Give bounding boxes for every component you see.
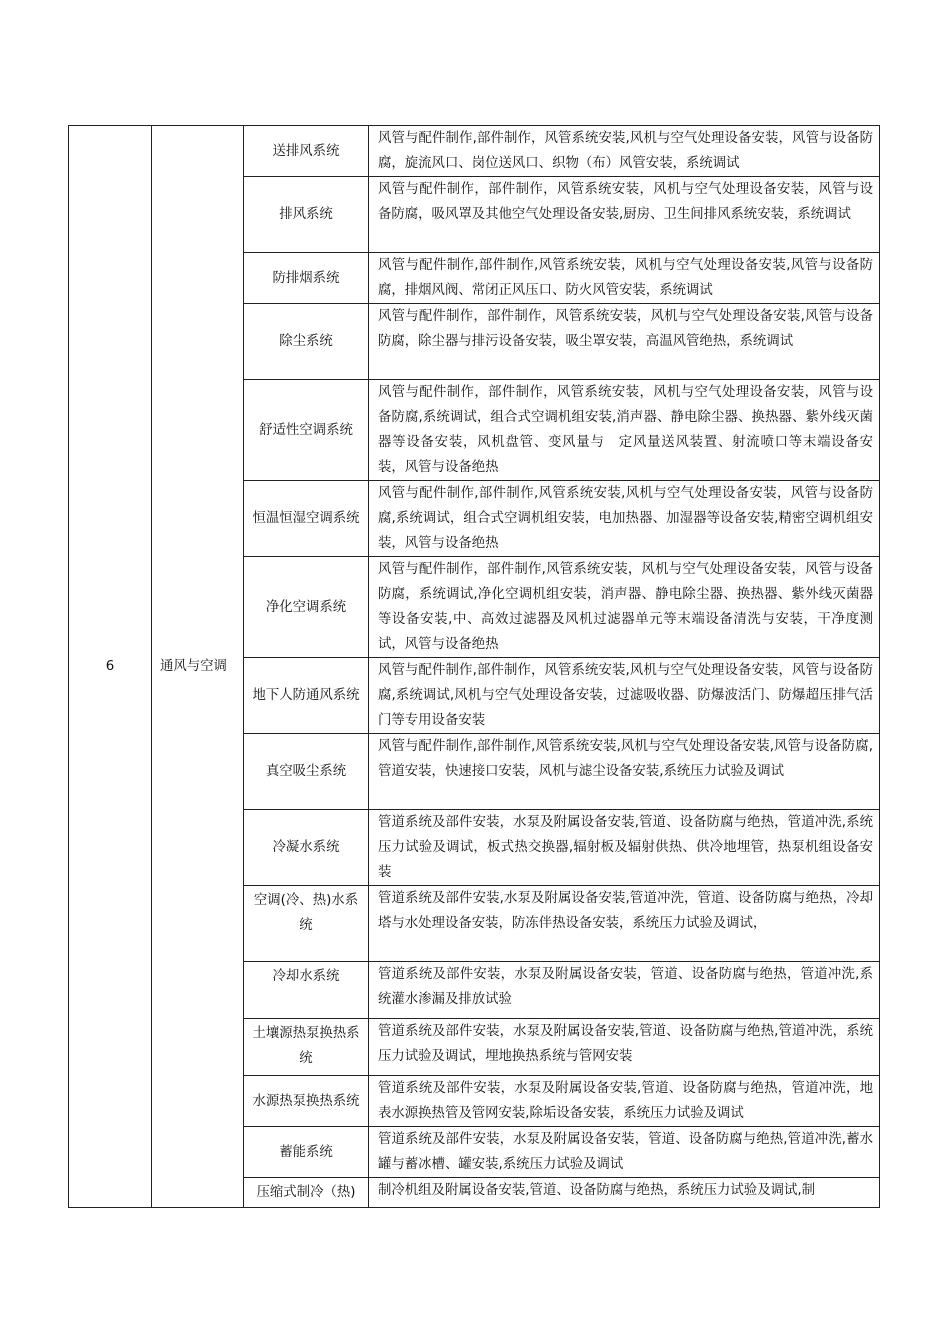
subsystem-content: 风管与配件制作，部件制作，风管系统安装，风机与空气处理设备安装，风管与设备防腐,系统调试，组合式空调机组安装,消声器、静电除尘器、换热器、紫外线灭菌器等设备安装，风机盘管、变风量与 定风量送风装置、射流喷口等末端设备安装，风管与设备绝热 (369, 380, 880, 481)
subsystem-name: 舒适性空调系统 (244, 380, 369, 481)
subsystem-name: 蓄能系统 (244, 1127, 369, 1178)
subsystem-name: 送排风系统 (244, 126, 369, 177)
table-body (69, 126, 880, 1208)
subsystem-name: 真空吸尘系统 (244, 734, 369, 810)
subsystem-content: 风管与配件制作，部件制作,风管系统安装，风机与空气处理设备安装，风管与设备防腐，系统调试,净化空调机组安装，消声器、静电除尘器、换热器、紫外线灭菌器等设备安装,中、高效过滤器及风机过滤器单元等末端设备清洗与安装，干净度测试，风管与设备绝热 (369, 557, 880, 658)
subsystem-content: 管道系统及部件安装，水泵及附属设备安装，管道、设备防腐与绝热，管道冲洗,系统灌水渗漏及排放试验 (369, 962, 880, 1019)
section-name: 通风与空调 (152, 126, 244, 1208)
subsystem-content: 风管与配件制作,部件制作，风管系统安装,风机与空气处理设备安装，风管与设备防腐,系统调试,风机与空气处理设备安装，过滤吸收器、防爆波活门、防爆超压排气活门等专用设备安装 (369, 658, 880, 734)
subsystem-name: 净化空调系统 (244, 557, 369, 658)
subsystem-content: 管道系统及部件安装，水泵及附属设备安装，管道、设备防腐与绝热,管道冲洗,蓄水罐与蓄冰槽、罐安装,系统压力试验及调试 (369, 1127, 880, 1178)
subsystem-name: 除尘系统 (244, 304, 369, 380)
subsystem-name: 土壤源热泵换热系统 (244, 1019, 369, 1076)
subsystem-content: 管道系统及部件安装,水泵及附属设备安装,管道冲洗，管道、设备防腐与绝热，冷却塔与水处理设备安装，防冻伴热设备安装，系统压力试验及调试， (369, 886, 880, 962)
subsystem-name: 排风系统 (244, 177, 369, 253)
subsystem-content: 风管与配件制作，部件制作，风管系统安装，风机与空气处理设备安装，风管与设备防腐，吸风罩及其他空气处理设备安装,厨房、卫生间排风系统安装，系统调试 (369, 177, 880, 253)
construction-spec-table (68, 125, 880, 1208)
subsystem-name: 水源热泵换热系统 (244, 1076, 369, 1127)
subsystem-content: 风管与配件制作,部件制作,风管系统安装，风机与空气处理设备安装,风管与设备防腐，排烟风阀、常闭正风压口、防火风管安装，系统调试 (369, 253, 880, 304)
subsystem-content: 管道系统及部件安装，水泵及附属设备安装,管道、设备防腐与绝热，管道冲洗，地表水源换热管及管网安装,除垢设备安装，系统压力试验及调试 (369, 1076, 880, 1127)
subsystem-name: 恒温恒湿空调系统 (244, 481, 369, 557)
subsystem-content: 管道系统及部件安装，水泵及附属设备安装,管道、设备防腐与绝热，管道冲洗,系统压力试验及调试，板式热交换器,辐射板及辐射供热、供冷地埋管，热泵机组设备安装 (369, 810, 880, 886)
section-number: 6 (69, 126, 152, 1208)
subsystem-content: 风管与配件制作,部件制作，风管系统安装,风机与空气处理设备安装，风管与设备防腐，旋流风口、岗位送风口、织物（布）风管安装，系统调试 (369, 126, 880, 177)
subsystem-content: 风管与配件制作,部件制作,风管系统安装,风机与空气处理设备安装，风管与设备防腐,系统调试，组合式空调机组安装，电加热器、加湿器等设备安装,精密空调机组安装，风管与设备绝热 (369, 481, 880, 557)
subsystem-name: 地下人防通风系统 (244, 658, 369, 734)
subsystem-name: 空调(冷、热)水系统 (244, 886, 369, 962)
subsystem-name: 防排烟系统 (244, 253, 369, 304)
subsystem-name: 冷凝水系统 (244, 810, 369, 886)
subsystem-content: 风管与配件制作,部件制作,风管系统安装,风机与空气处理设备安装,风管与设备防腐,管道安装，快速接口安装，风机与滤尘设备安装,系统压力试验及调试 (369, 734, 880, 810)
subsystem-content: 风管与配件制作，部件制作，风管系统安装，风机与空气处理设备安装,风管与设备防腐，除尘器与排污设备安装，吸尘罩安装，高温风管绝热，系统调试 (369, 304, 880, 380)
subsystem-content: 管道系统及部件安装，水泵及附属设备安装,管道、设备防腐与绝热,管道冲洗，系统压力试验及调试，埋地换热系统与管网安装 (369, 1019, 880, 1076)
subsystem-content: 制冷机组及附属设备安装,管道、设备防腐与绝热，系统压力试验及调试,制 (369, 1178, 880, 1208)
subsystem-name: 冷却水系统 (244, 962, 369, 1019)
subsystem-name: 压缩式制冷（热) (244, 1178, 369, 1208)
table-row (69, 126, 880, 177)
